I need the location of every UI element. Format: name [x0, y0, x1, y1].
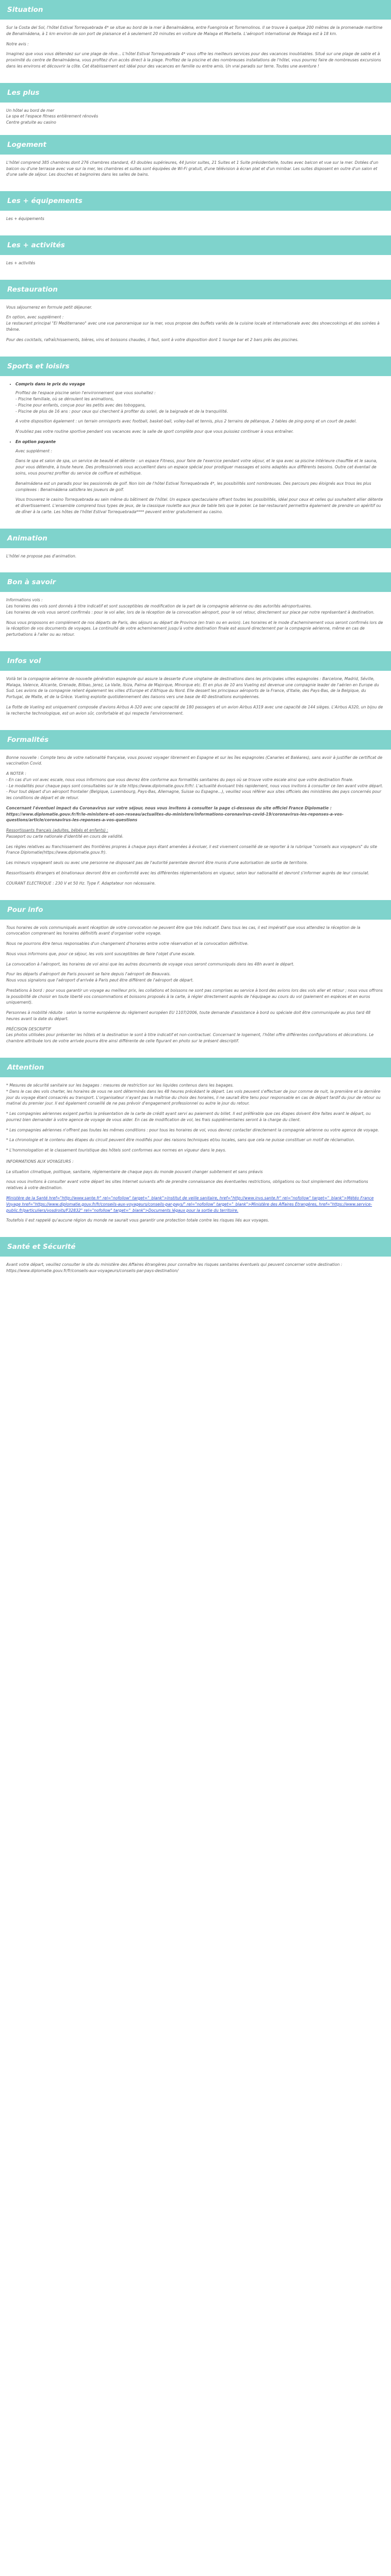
section-title: Attention [0, 1058, 391, 1077]
paragraph: - Piscine familiale, où se déroulent les animations, [15, 397, 114, 402]
section-title: Animation [0, 529, 391, 548]
subhead-paid: • En option payante [15, 439, 385, 445]
paragraph: N'oubliez pas votre routine sportive pendant vos vacances avec la salle de sport complète pour que vous puissiez continuer à vous entraîner. [15, 429, 294, 434]
paragraph: nous vous invitons à consulter avant votre départ les sites Internet suivants afin de prendre connaissance des éventuelles restrictions, obligations ou tout simplement des informations relatives à votre destination. [6, 1179, 368, 1191]
paragraph: COURANT ELECTRIQUE : 230 V et 50 Hz. Type F. Adaptateur non nécessaire. [6, 880, 156, 886]
paragraph: Pour des cocktails, rafraîchissements, bières, vins et boissons chaudes, il faut, sont à votre disposition dont 1 lounge bar et 2 bars près des piscines. [6, 337, 299, 342]
paragraph: Imaginez que vous vous détendez sur une plage de rêve... L'hôtel Estival Torrequebrada 4* vous offre les meilleurs services pour des vacances inoubliables. Situé sur une plage de sable et à proximité du centre de Benalmádena, vous profitez d'un accès direct à la plage. Profitez de la piscine et des nombreuses installations de l'hôtel, vous pourrez faire de nombreuses excursions dans les environs et découvrir la côte. Cet établissement est idéal pour des vacances en famille ou entre amis. Un vrai paradis sur terre. Toutes une aventure ! [6, 52, 381, 69]
paragraph: La situation climatique, politique, sanitaire, réglementaire de chaque pays du monde pouvant changer subitement et sans préavis [6, 1169, 263, 1174]
paragraph: Voilà tel la compagnie aérienne de nouvelle génération espagnole qui assure la desserte d'une vingtaine de destinations dans les principales villes espagnoles : Barcelone, Madrid, Séville, Malaga, Valence, Alicante, Grenade, Bilbao, Jerez, La Valle, Ibiza, Palma de Majorque, Minorque etc. Et en plus de 10 ans Vueling est devenue une compagnie leader de l'aérien en Europe du Sud. Les avions de la compagnie relient également les villes d'Europe et d'Afrique du Nord. Elle dessert les principaux aéroports de la France, d'Italie, des Pays-Bas, de la Belgique, du Portugal, de Malte, et de la Grèce. Vueling exploite quotidiennement des liaisons vers une base de 40 destinations européennes. [6, 676, 379, 700]
paragraph: * La chronologie et le contenu des étapes du circuit peuvent être modifiés pour des raisons techniques et/ou locales, sans que cela ne puisse constituer un motif de réclamation. [6, 1138, 355, 1143]
paragraph: Toutefois il est rappelé qu'aucune région du monde ne saurait vous garantir une protection totale contre les risques liés aux voyages. [6, 1218, 269, 1223]
paragraph: * Les compagnies aériennes n'offrent pas toutes les mêmes conditions : pour tous les horaires de vol, vous devrez contacter directement la compagnie aérienne ou votre agence de voyage. [6, 1127, 379, 1132]
section-activites [0, 235, 391, 277]
paragraph: - Le modalités pour chaque pays sont consultables sur le site https://www.diplomatie.gouv.fr/fr/. L'actualité évoluant très rapidement, nous vous invitons à consulter ce lien avant votre départ. [6, 783, 383, 788]
paragraph: Un hôtel au bord de mer [6, 108, 55, 113]
section-logement [0, 135, 391, 188]
section-animation [0, 529, 391, 570]
paragraph: Pour les départs d'aéroport de Paris pouvant se faire depuis l'aéroport de Beauvais. [6, 972, 171, 977]
paragraph: Vous trouverez le casino Torrequebrada au sein même du bâtiment de l'hôtel. Un espace spectaculaire offrant toutes les possibilités, idéal pour ceux et celles qui souhaitent allier détente et divertissement. L'ensemble comprend tous types de jeux, de la classique roulette aux jeux de table tels que le poker. Le bar-restaurant permettra également de prendre un apéritif ou de dîner à la carte. Les hôtes de l'hôtel Estival Torrequebrada**** peuvent entrer gratuitement au casino. [15, 497, 383, 514]
section-title: Les + activités [0, 235, 391, 255]
paragraph: Informations vols : [6, 598, 43, 603]
paragraph: Ressortissants étrangers et binationaux devront être en conformité avec les différentes réglementations en vigueur, selon leur nationalité et devront s'informer auprès de leur consulat. [6, 871, 370, 875]
section-les-plus [0, 83, 391, 132]
paragraph: Les photos utilisées pour présenter les hôtels et la destination le sont à titre indicatif et non-contractuel. Concernant le logement, l'hôtel offre différentes configurations et décorations. Le chambre attribuée lors de votre arrivée pourra être ainsi différente de celle figurant en photo sur le présent descriptif. [6, 1032, 374, 1044]
section-title: Formalités [0, 730, 391, 750]
paragraph: * Dans le cas des vols charter, les horaires de vous ne sont déterminés dans les 48 heures précédant le départ. Les vols peuvent s'effectuer de jour comme de nuit, la première et la dernière jour du voyage étant consacrés au transport. L'organisateur n'ayant pas la maîtrise du choix des horaires, il ne saurait être tenu pour responsable en cas de départ tardif du jour de retour ou matinal du premier jour. Il est également conseillé de ne pas prévoir d'engagement professionnel ou autre le jour du retour. [6, 1089, 381, 1106]
paragraph: Sur la Costa del Sol, l'hôtel Estival Torrequebrada 4* se situe au bord de la mer à Benalmádena, entre Fuengirola et Torremolinos. Il se trouve à quelque 200 mètres de la promenade maritime de Benalmádena, à 1 km environ de son port de plaisance et à seulement 20 minutes en voiture de Malaga et Marbella. L'aéroport international de Malaga est à 18 km. [6, 25, 383, 36]
section-situation [0, 0, 391, 80]
section-title: Situation [0, 0, 391, 20]
paragraph: La spa et l'espace fitness entièrement rénovés [6, 114, 99, 119]
paragraph: Nous vous informons que, pour ce séjour, les vols sont susceptibles de faire l'objet d'une escale. [6, 951, 196, 956]
section-equipements [0, 191, 391, 232]
paragraph: Ressortissants français (adultes, bébés et enfants) : [6, 828, 108, 833]
paragraph: * Mesures de sécurité sanitaire sur les bagages : mesures de restriction sur les liquides contenus dans les bagages. [6, 1083, 234, 1088]
paragraph: Le restaurant principal "El Mediterraneo" avec une vue panoramique sur la mer, vous propose des buffets variés de la cuisine locale et internationale avec des showcookings et des soirées à thème. [6, 321, 380, 332]
paragraph: Avec supplément : [15, 448, 52, 453]
paragraph: Dans le spa et salon de spa, un service de beauté et détente : un espace Fitness, pour faire de l'exercice pendant votre séjour, et le spa avec sa piscine intérieure chauffée et le sauna, pour vous détendre, à toute heure. Des professionnels vous accueillent dans un espace spécial pour prodiguer massages et soins adaptés aux différents besoins. Outre cet éventail de soins, vous pourrez profiter du service de coiffure et esthétique. [15, 459, 378, 476]
section-title: Bon à savoir [0, 572, 391, 592]
paragraph: * L'hommologation et le classement touristique des hôtels sont conformes aux normes en vigueur dans le pays. [6, 1148, 226, 1153]
paragraph: La flotte de Vueling est uniquement composée d'avions Airbus A-320 avec une capacité de 180 passagers et un avion Airbus A319 avec une capacité de 144 sièges. L'Airbus A320, un bijou de la recherche technologique, est un avion sûr, confortable et qui respecte l'environnement. [6, 704, 383, 716]
section-title: Infos vol [0, 651, 391, 671]
paragraph: Vous séjournerez en formule petit déjeuner. [6, 304, 92, 310]
paragraph: Concernant l'éventuel impact du Coronavirus sur votre séjour, nous vous invitons à consulter la page ci-dessous du site officiel France Diplomatie : https://www.diplomatie.gouv.fr/fr/le-ministere-et-son-reseau/actualites-du-ministere/informations-coronavirus-covid-19/coronavirus-les-reponses-a-vos-questions/article/coronavirus-les-reponses-a-vos-questions [6, 805, 344, 823]
paragraph: Les + activités [6, 260, 36, 265]
section-title: Restauration [0, 280, 391, 299]
paragraph: Bonne nouvelle : Compte tenu de votre nationalité française, vous pouvez voyager librement en Espagne et sur les îles espagnoles (Canaries et Baléares), sans avoir à justifier de certificat de vaccination Covid. [6, 755, 383, 766]
paragraph: - Piscine pour enfants, conçue pour les petits avec des toboggans, [15, 402, 146, 408]
paragraph: Avant votre départ, veuillez consulter le site du ministère des Affaires étrangères pour connaître les risques sanitaires éventuels qui peuvent concerner votre destination : https://www.diplomatie.gouv.fr/fr/conseils-aux-voyageurs/conseils-par-pays-destination/ [6, 1262, 343, 1273]
paragraph: La convocation à l'aéroport, les horaires de vol ainsi que les autres documents de voyage vous seront communiqués dans les 48h avant le départ. [6, 961, 295, 967]
paragraph: Les horaires des vols sont donnés à titre indicatif et sont susceptibles de modification de la part de la compagnie aérienne ou des autorités aéroportuaires. [6, 604, 312, 609]
paragraph: Passeport ou carte nationale d'identité en cours de validité. [6, 834, 124, 839]
paragraph: Centre gratuite au casino [6, 120, 56, 125]
section-title: Les + équipements [0, 191, 391, 211]
paragraph: Les + équipements [6, 216, 44, 222]
section-sports [0, 357, 391, 526]
section-title: Sports et loisirs [0, 357, 391, 376]
paragraph: - Pour tout départ d'un aéroport frontalier (Belgique, Luxembourg, Pays-Bas, Allemagne, Suisse ou Espagne...), veuillez vous référer aux sites officiels des ministères des pays concernés pour les conditions de départ et de retour. [6, 789, 381, 801]
section-bon-a-savoir [0, 572, 391, 648]
paragraph: En option, avec supplément : [6, 315, 64, 320]
paragraph: Nous vous proposons en complément de nos départs de Paris, des séjours au départ de Province (en train ou en avion). Les horaires et le mode d'acheminement vous seront confirmés lors de la réception de vos documents de voyages. La continuité de votre acheminement jusqu'à votre destination finale est assuré directement par la compagnie aérienne, même en cas de perturbations à l'aller ou au retour. [6, 620, 383, 637]
paragraph: Notre avis : [6, 41, 29, 46]
paragraph: Nous ne pourrons être tenus responsables d'un changement d'horaires entre votre réservation et la convocation définitive. [6, 941, 249, 946]
info-heading: INFORMATIONS AUX VOYAGEURS : [6, 1159, 74, 1164]
section-title: Pour info [0, 900, 391, 920]
subhead-free: • Compris dans le prix du voyage [15, 381, 385, 387]
paragraph: Benalmádena est un paradis pour les passionnés de golf. Non loin de l'hôtel Estival Torrequebrada 4*, les possibilités sont nombreuses. Des parcours peu éloignés aux trous les plus complexes : Benalmádena satisfera les joueurs de golf. [15, 481, 371, 492]
paragraph: Les horaires de vols vous seront confirmés : pour le vol aller, lors de la réception de la convocation aéroport, pour le vol retour, directement sur place par notre représentant à destination. [6, 609, 375, 615]
section-title: Les plus [0, 83, 391, 103]
paragraph: Les règles relatives au franchissement des frontières propres à chaque pays étant amenées à évoluer, il est vivement conseillé de se reporter à la rubrique "conseils aux voyageurs" du site France Diplomatie(https://www.diplomatie.gouv.fr). [6, 844, 378, 855]
paragraph: Tous horaires de vols communiqués avant réception de votre convocation ne peuvent être que très indicatif. Dans tous les cas, il est impératif que vous attendiez la réception de la convocation comprenant les horaires définitifs avant d'organiser votre voyage. [6, 925, 361, 936]
section-sante [0, 1237, 391, 1284]
paragraph: - Piscine de plus de 16 ans : pour ceux qui cherchent à profiter du soleil, de la baignade et de la tranquillité. [15, 409, 228, 414]
section-attention [0, 1058, 391, 1234]
section-title: Santé et Sécurité [0, 1237, 391, 1257]
paragraph: PRÉCISION DESCRIPTIF [6, 1026, 52, 1031]
section-infos-vol [0, 651, 391, 727]
paragraph: - En cas d'un vol avec escale, nous vous informons que vous devrez être conforme aux formalités sanitaires du pays où se trouve votre escale ainsi que votre destination finale. [6, 777, 354, 782]
section-formalites [0, 730, 391, 897]
paragraph: * Les compagnies aériennes exigent parfois la présentation de la carte de crédit ayant servi au paiement du billet. Il est préférable que ces étapes doivent être faites avant le départ, ou pourrez bien demander à votre agence de voyage de vous aider. En cas de modification de vol, les frais supplémentaires seront à la charge du client. [6, 1111, 371, 1122]
paragraph: L'hôtel ne propose pas d'animation. [6, 553, 77, 558]
paragraph: Les mineurs voyageant seuls ou avec une personne ne disposant pas de l'autorité parentale devront être munis d'une autorisation de sortie de territoire. [6, 860, 308, 866]
paragraph: Personnes à mobilité réduite : selon la norme européenne du règlement européen EU 1107/2006, toute demande d'assistance à bord ou spéciale doit être communiquée au plus tard 48 heures avant la date du départ. [6, 1010, 371, 1021]
section-pour-info [0, 900, 391, 1055]
paragraph: A votre disposition également : un terrain omnisports avec football, basket-ball, volley-ball et tennis, plus 2 terrains de pétanque, 2 tables de ping-pong et un court de padel. [15, 419, 357, 424]
paragraph: Prestations à bord : pour vous garantir un voyage au meilleur prix, les collations et boissons ne sont pas comprises au service à bord des avions lors des vols aller et retour ; nous vous offrons la possibilité de choisir en toute liberté vos consommations et boissons proposés à la carte, à régler directement auprès de l'équipage au cours du vol (paiement en espèces et en euros uniquement). [6, 988, 383, 1005]
paragraph: Nous vous signalons que l'aéroport d'arrivée à Paris peut être différent de l'aéroport de départ. [6, 978, 194, 983]
paragraph: L'hôtel comprend 385 chambres dont 276 chambres standard, 43 doubles supérieures, 44 Junior suites, 21 Suites et 1 Suite présidentielle, toutes avec balcon et vue sur la mer. Dotées d'un balcon ou d'une terrasse avec vue sur la mer, les chambres et suites sont équipées de Wi-Fi gratuit, d'une télévision à écran plat et d'un minibar. Les suites disposent en outre d'un salon et d'une salle de séjour. Les douches et baignoires dans les salles de bains. [6, 160, 379, 177]
paragraph: Profitez de l'espace piscine selon l'environnement que vous souhaitez : [15, 391, 156, 396]
section-restauration [0, 280, 391, 353]
section-title: Logement [0, 135, 391, 155]
links-paragraph[interactable]: Ministère de la Santé href="http://www.sante.fr" rel="nofollow" target="_blank">Institut de veille sanitaire, href="http://www.invs.sante.fr" rel="nofollow" target="_blank">Météo France Voyage href="https://www.diplomatie.gouv.fr/fr/conseils-aux-voyageurs/conseils-par-pays/" rel="nofollow" target="_blank">Ministère des Affaires Étrangères, href="https://www.service-public.fr/particuliers/vosdroits/F32832" rel="nofollow" target="_blank">Documents légaux pour la sortie du territoire. [6, 1195, 374, 1213]
paragraph: A NOTER : [6, 771, 26, 776]
